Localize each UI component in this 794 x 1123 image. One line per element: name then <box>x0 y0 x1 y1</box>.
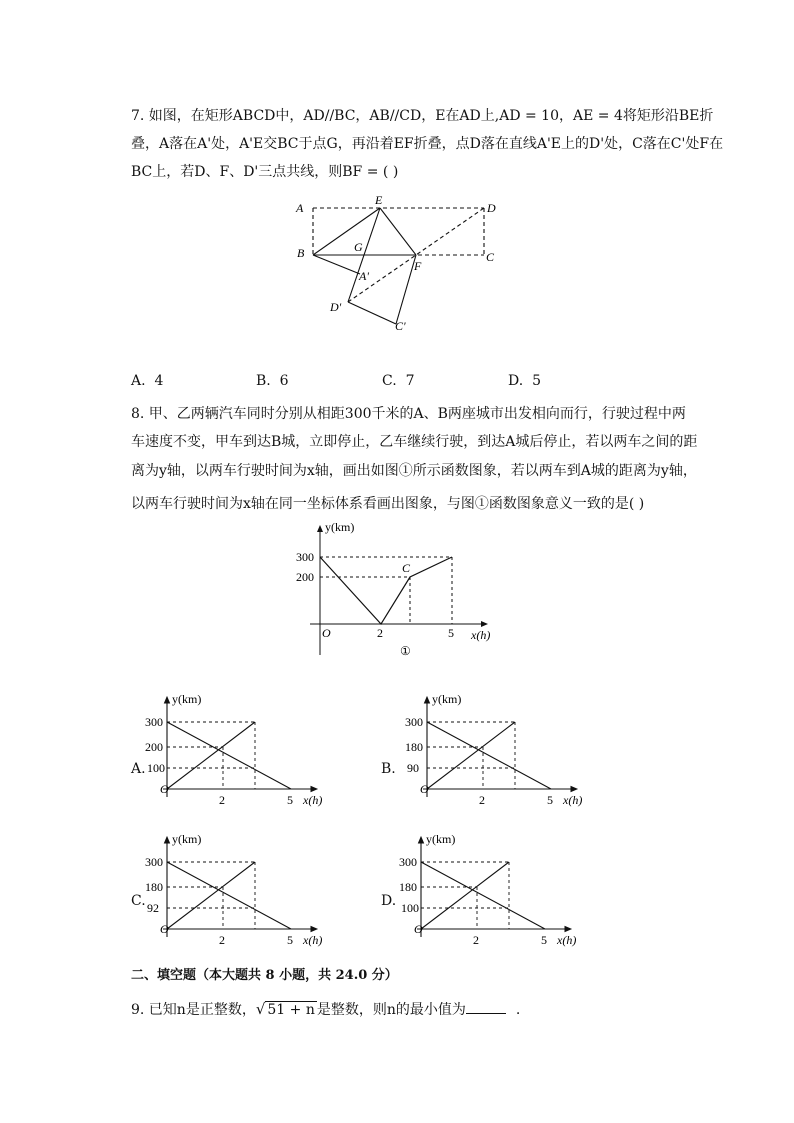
q8-choice-b-graph <box>385 689 595 814</box>
q8-line-2: 车速度不变，甲车到达B城，立即停止，乙车继续行驶，到达A城后停止，若以两车之间的距 <box>131 434 698 450</box>
label-D-prime: D' <box>330 300 342 314</box>
q8-line-4: 以两车行驶时间为x轴在同一坐标体系看画出图象，与图①函数图象意义一致的是( ) <box>131 496 645 512</box>
choice-ytick-mid: 200 <box>145 740 163 754</box>
label-D: D <box>487 201 496 215</box>
main-origin: O <box>322 626 331 640</box>
q8-choice-c-graph <box>125 829 335 954</box>
choice-ytick-mid: 180 <box>405 740 423 754</box>
choice-xtick-5: 5 <box>547 793 553 807</box>
line-decreasing <box>167 862 291 929</box>
main-caption: ① <box>400 644 411 658</box>
q9-line <box>131 1000 520 1019</box>
choice-xtick-5: 5 <box>287 793 293 807</box>
choice-ytick-low: 92 <box>147 901 159 915</box>
q8-line-3: 离为y轴，以两车行驶时间为x轴，画出如图①所示函数图象，若以两车到A城的距离为y轴， <box>131 463 697 479</box>
q8-line-1: 8. 甲、乙两辆汽车同时分别从相距300千米的A、B两座城市出发相向而行，行驶过程中两 <box>131 406 686 422</box>
q9-text-after: 是整数，则n的最小值为 <box>316 1002 466 1018</box>
q9-radical: √ 51 + n <box>255 1000 315 1018</box>
q7-geometry-figure <box>290 190 520 340</box>
q8-choice-a-letter: A. <box>131 761 146 777</box>
q9-text-before: 9. 已知n是正整数， <box>131 1002 256 1018</box>
q9-radicand: 51 + n <box>267 1002 315 1018</box>
choice-origin: O <box>160 782 169 796</box>
q8-choice-d-letter: D. <box>381 893 397 909</box>
q7-option-c: C. 7 <box>382 373 415 389</box>
choice-ytick-low: 100 <box>147 761 165 775</box>
choice-ytick-top: 300 <box>405 715 423 729</box>
main-xlabel: x(h) <box>471 628 491 642</box>
q8-choice-b-letter: B. <box>381 761 396 777</box>
main-ytick-300: 300 <box>296 550 314 564</box>
choice-ytick-mid: 180 <box>399 880 417 894</box>
main-xtick-5: 5 <box>448 626 454 640</box>
label-C-prime: C' <box>395 319 406 333</box>
label-E: E <box>375 193 383 207</box>
choice-ytick-top: 300 <box>145 715 163 729</box>
main-xtick-2: 2 <box>377 626 383 640</box>
choice-xlabel: x(h) <box>303 793 323 807</box>
choice-origin: O <box>420 782 429 796</box>
choice-xtick-5: 5 <box>541 933 547 947</box>
line-decreasing <box>427 722 551 789</box>
choice-xlabel: x(h) <box>303 933 323 947</box>
q9-answer-blank <box>466 1001 506 1014</box>
choice-ytick-low: 90 <box>407 761 419 775</box>
label-G: G <box>354 240 363 254</box>
choice-xtick-5: 5 <box>287 933 293 947</box>
label-C: C <box>486 250 495 264</box>
q7-line-2: 叠，A落在A'处，A'E交BC于点G，再沿着EF折叠，点D落在直线A'E上的D'处，C落在C'处F在 <box>131 136 724 152</box>
q7-line-3: BC上，若D、F、D'三点共线，则BF = ( ) <box>131 164 399 180</box>
main-ytick-200: 200 <box>296 570 314 584</box>
choice-ytick-low: 100 <box>401 901 419 915</box>
q7-option-d: D. 5 <box>508 373 542 389</box>
q8-choice-d-graph <box>379 829 589 954</box>
q8-choice-c-letter: C. <box>131 893 146 909</box>
section-2-title: 二、填空题（本大题共 8 小题，共 24.0 分） <box>131 968 398 983</box>
line-decreasing <box>421 862 545 929</box>
q9-period: . <box>515 1002 521 1018</box>
line-decreasing <box>167 722 291 789</box>
label-B: B <box>297 246 305 260</box>
choice-ylabel: y(km) <box>426 832 456 846</box>
main-point-c: C <box>402 561 411 575</box>
choice-xtick-2: 2 <box>479 793 485 807</box>
q8-main-graph <box>290 515 510 665</box>
choice-xtick-2: 2 <box>473 933 479 947</box>
q8-choice-a-graph <box>125 689 335 814</box>
choice-ylabel: y(km) <box>172 692 202 706</box>
q7-option-b: B. 6 <box>256 373 289 389</box>
line-increasing <box>427 722 515 789</box>
choice-origin: O <box>414 922 423 936</box>
line-increasing <box>167 722 255 789</box>
label-A: A <box>296 201 304 215</box>
q7-line-1: 7. 如图，在矩形ABCD中，AD//BC，AB//CD，E在AD上,AD = 10，AE = 4将矩形沿BE折 <box>131 108 714 124</box>
main-ylabel: y(km) <box>325 520 355 534</box>
choice-ytick-mid: 180 <box>145 880 163 894</box>
choice-ytick-top: 300 <box>145 855 163 869</box>
choice-ylabel: y(km) <box>172 832 202 846</box>
choice-ytick-top: 300 <box>399 855 417 869</box>
line-increasing <box>167 862 255 929</box>
q7-option-a: A. 4 <box>131 373 164 389</box>
choice-xlabel: x(h) <box>563 793 583 807</box>
choice-xlabel: x(h) <box>557 933 577 947</box>
choice-origin: O <box>160 922 169 936</box>
label-A-prime: A' <box>359 269 369 283</box>
label-F: F <box>414 259 422 273</box>
choice-xtick-2: 2 <box>219 793 225 807</box>
choice-ylabel: y(km) <box>432 692 462 706</box>
line-increasing <box>421 862 509 929</box>
choice-xtick-2: 2 <box>219 933 225 947</box>
